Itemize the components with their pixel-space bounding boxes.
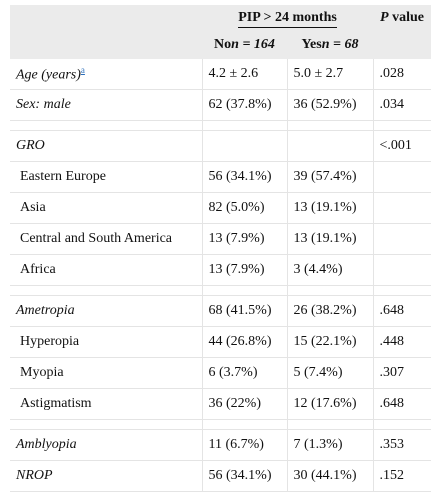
cell-yes: 13 (19.1%): [287, 193, 373, 224]
cell-yes: 13 (19.1%): [287, 224, 373, 255]
cell-yes: 5 (7.4%): [287, 358, 373, 389]
spacer-row: [10, 286, 431, 296]
cell-pvalue: [373, 162, 431, 193]
cell-yes: 7 (1.3%): [287, 430, 373, 461]
cell-yes: 39 (57.4%): [287, 162, 373, 193]
col-no-header: [202, 31, 287, 59]
pvalue-header: [373, 5, 431, 31]
cell-no: 56 (34.1%): [202, 162, 287, 193]
cell-yes: 5.0 ± 2.7: [287, 59, 373, 90]
row-label: GRO: [10, 131, 202, 162]
row-label: [10, 59, 202, 90]
header-empty-cell: [10, 5, 202, 31]
group-header-label: PIP > 24 months: [238, 9, 337, 28]
cell-no: 68 (41.5%): [202, 296, 287, 327]
table-header: [10, 5, 431, 59]
table-body: [10, 59, 431, 492]
row-label-text: Age (years): [16, 67, 81, 83]
pvalue-header-p: P: [380, 10, 389, 25]
cell-no: 4.2 ± 2.6: [202, 59, 287, 90]
cell-no: 56 (34.1%): [202, 461, 287, 492]
row-label: Amblyopia: [10, 430, 202, 461]
row-label: Africa: [10, 255, 202, 286]
table-row: [10, 193, 431, 224]
cell-pvalue: .648: [373, 296, 431, 327]
cell-pvalue: [373, 255, 431, 286]
cell-pvalue: .353: [373, 430, 431, 461]
header-empty-cell-3: [373, 31, 431, 59]
footnote-link[interactable]: a: [80, 64, 85, 75]
row-label: Sex: male: [10, 90, 202, 121]
row-label: Eastern Europe: [10, 162, 202, 193]
cell-pvalue: <.001: [373, 131, 431, 162]
row-label: Asia: [10, 193, 202, 224]
table-row: [10, 90, 431, 121]
cell-pvalue: [373, 224, 431, 255]
cell-yes: 30 (44.1%): [287, 461, 373, 492]
col-yes-n: n = 68: [321, 37, 359, 52]
table-row: [10, 296, 431, 327]
cell-pvalue: .034: [373, 90, 431, 121]
group-header: [202, 5, 373, 31]
data-table: [10, 5, 431, 492]
cell-yes: 12 (17.6%): [287, 389, 373, 420]
cell-no: 82 (5.0%): [202, 193, 287, 224]
table-row: [10, 327, 431, 358]
row-label: Astigmatism: [10, 389, 202, 420]
col-yes-label: Yes: [301, 37, 322, 52]
cell-yes: 15 (22.1%): [287, 327, 373, 358]
col-yes-header: [287, 31, 373, 59]
table-row: [10, 162, 431, 193]
table-row: [10, 224, 431, 255]
header-empty-cell-2: [10, 31, 202, 59]
cell-no: 44 (26.8%): [202, 327, 287, 358]
cell-pvalue: .448: [373, 327, 431, 358]
row-label: Central and South America: [10, 224, 202, 255]
table-row: [10, 358, 431, 389]
cell-pvalue: .307: [373, 358, 431, 389]
cell-no: 13 (7.9%): [202, 255, 287, 286]
row-label: Hyperopia: [10, 327, 202, 358]
cell-yes: 3 (4.4%): [287, 255, 373, 286]
table-row: [10, 255, 431, 286]
spacer-row: [10, 420, 431, 430]
cell-yes: 26 (38.2%): [287, 296, 373, 327]
row-label: Myopia: [10, 358, 202, 389]
row-label: NROP: [10, 461, 202, 492]
col-no-n: n = 164: [231, 37, 275, 52]
table-row: [10, 430, 431, 461]
cell-pvalue: [373, 193, 431, 224]
table-row: [10, 389, 431, 420]
cell-pvalue: .648: [373, 389, 431, 420]
cell-no: 6 (3.7%): [202, 358, 287, 389]
table-row: [10, 131, 431, 162]
cell-no: [202, 131, 287, 162]
table-row: [10, 461, 431, 492]
table-row: [10, 59, 431, 90]
row-label: Ametropia: [10, 296, 202, 327]
spacer-row: [10, 121, 431, 131]
col-no-label: No: [214, 37, 232, 52]
cell-pvalue: .028: [373, 59, 431, 90]
pvalue-header-rest: value: [388, 10, 424, 25]
cell-no: 13 (7.9%): [202, 224, 287, 255]
cell-no: 62 (37.8%): [202, 90, 287, 121]
cell-yes: [287, 131, 373, 162]
cell-no: 11 (6.7%): [202, 430, 287, 461]
cell-yes: 36 (52.9%): [287, 90, 373, 121]
cell-no: 36 (22%): [202, 389, 287, 420]
cell-pvalue: .152: [373, 461, 431, 492]
